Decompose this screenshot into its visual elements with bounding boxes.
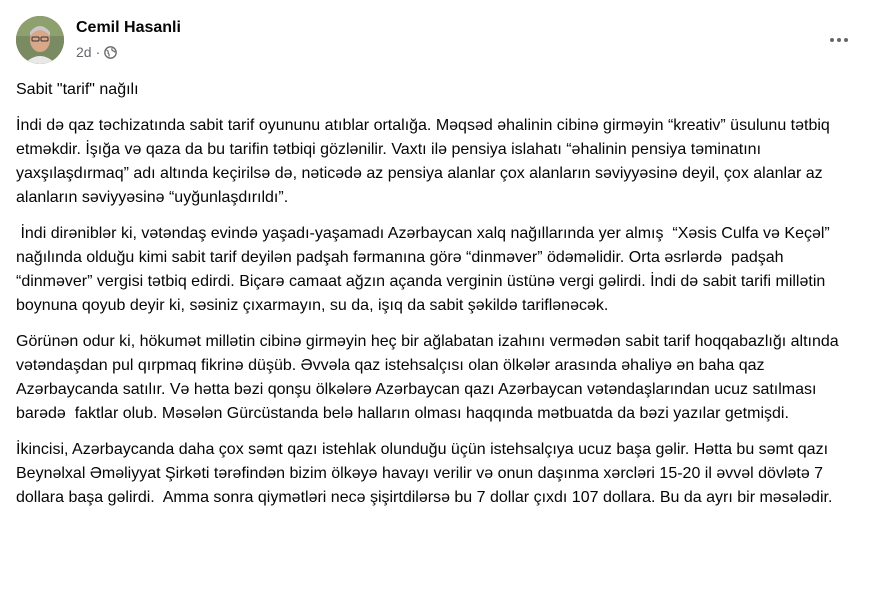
globe-icon[interactable] [104, 46, 117, 59]
post-body [16, 78, 862, 522]
post-paragraph-1: İndi də qaz təchizatında sabit tarif oyununu atıblar ortalığa. Məqsəd əhalinin cibinə girməyin “kreativ” üsulunu tətbiq etməkdir. İşığa və qaza da bu tarifin tətbiqi gözlənilir. Vaxtı ilə pensiya islahatı “əhalinin pensiya təminatını yaxşılaşdırmaq” adı altında keçirilsə də, nəticədə az pensiya alanlar çox alanların səviyyəsinə deyil, çox alanlar az alanların səviyyəsinə “uyğunlaşdırıldı”. [16, 117, 835, 206]
meta-separator: · [95, 44, 101, 60]
post-paragraph-2: İndi dirəniblər ki, vətəndaş evində yaşadı-yaşamadı Azərbaycan xalq nağıllarında yer almış “Xəsis Culfa və Keçəl” nağılında olduğu kimi sabit tarif deyilən padşah fərmanına görə “dinməver” ödəməlidir. Orta əsrlərdə padşah “dinməver” vergisi tətbiq edirdi. Biçarə camaat ağzın açanda verginin üstünə vergi gəlirdi. İndi də sabit tarifi millətin boynuna qoyub deyir ki, səsiniz çıxarmayın, su da, işıq da sabit şəkildə tariflənəcək. [16, 225, 835, 314]
post-title: Sabit "tarif" nağılı [16, 81, 139, 98]
more-options-button[interactable] [821, 22, 857, 58]
avatar-photo [16, 16, 64, 64]
author-name[interactable]: Cemil Hasanli [76, 19, 181, 36]
post-timestamp[interactable]: 2d [76, 44, 92, 60]
post-paragraph-4: İkincisi, Azərbaycanda daha çox səmt qazı istehlak olunduğu üçün istehsalçıya ucuz başa gəlir. Hətta bu səmt qazı Beynəlxal Əməliyyat Şirkəti tərəfindən bizim ölkəyə havayı verilir və onun daşınma xərcləri 15-20 il əvvəl dövlətə 7 dollara başa gəlirdi. Amma sonra qiymətləri necə şişirtdilərsə bu 7 dollar çıxdı 107 dollara. Bu da ayrı bir məsələdir. [16, 441, 833, 506]
post-meta [76, 44, 117, 60]
more-horizontal-icon [829, 37, 849, 43]
post-paragraph-3: Görünən odur ki, hökumət millətin cibinə girməyin heç bir ağlabatan izahını vermədən sabit tarif hoqqabazlığı altında vətəndaşdan pul qırpmaq fikrinə düşüb. Əvvəla qaz istehsalçısı olan ölkələr arasında əhaliyə ən baha qaz Azərbaycanda satılır. Və hətta bəzi qonşu ölkələrə Azərbaycan qazı Azərbaycan vətəndaşlarından ucuz satılması barədə faktlar olub. Məsələn Gürcüstanda belə halların olması haqqında mətbuatda da bəzi yazılar getmişdi. [16, 333, 844, 422]
avatar[interactable] [16, 16, 64, 64]
post-header [16, 16, 857, 68]
